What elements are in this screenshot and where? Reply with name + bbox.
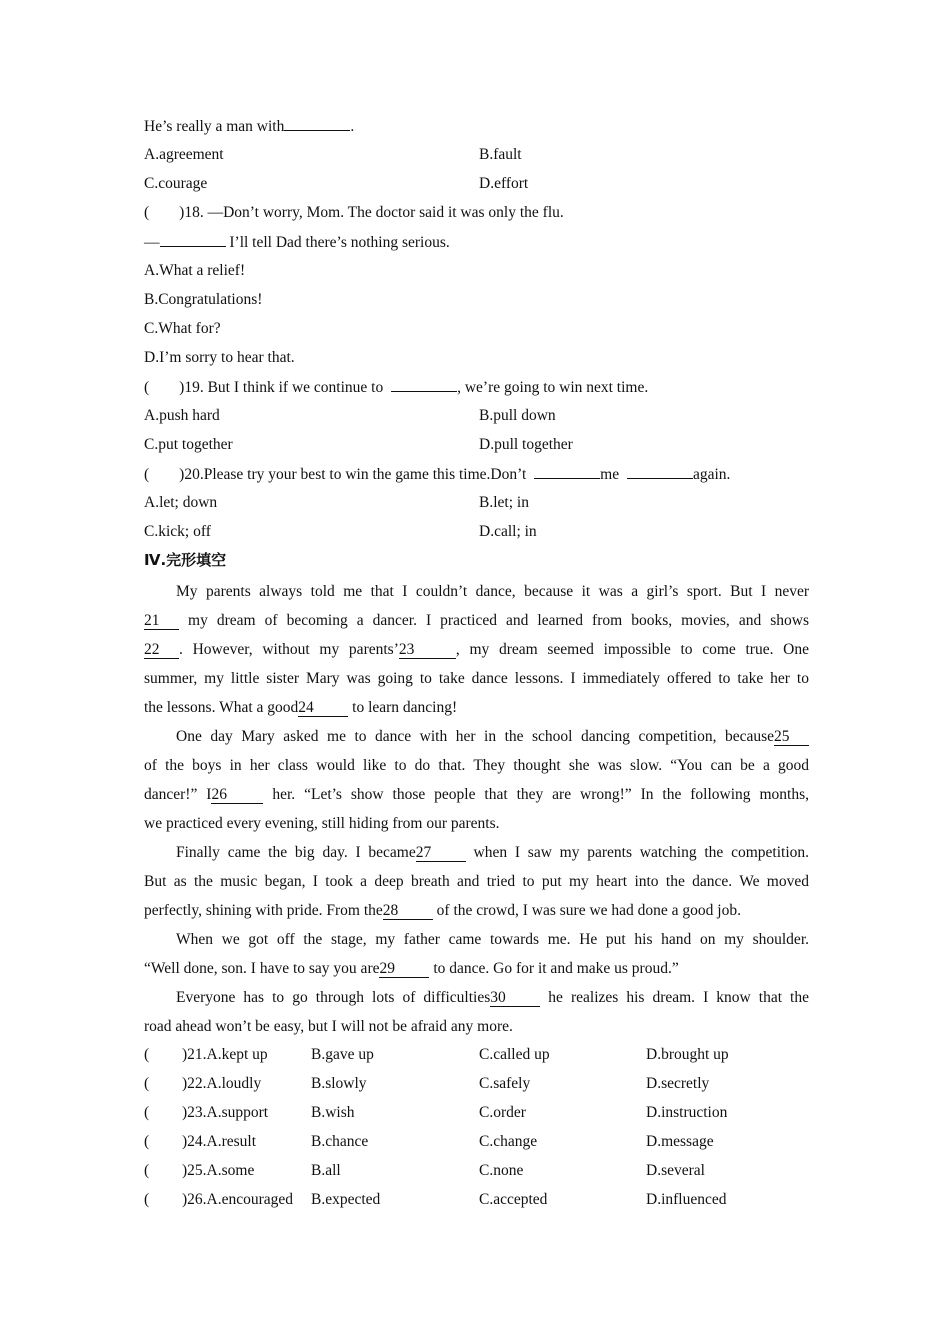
passage-line — [144, 780, 809, 809]
passage-text: the lessons. What a good — [144, 699, 299, 716]
q18-reply-text: I’ll tell Dad there’s nothing serious. — [225, 234, 450, 251]
passage-line — [144, 635, 809, 664]
q20-option-b: B.let; in — [479, 494, 529, 511]
answer-paren-open: ( — [144, 466, 150, 483]
q20-option-a: A.let; down — [144, 494, 218, 511]
q18-reply — [144, 232, 450, 253]
choice-a: )23.A.support — [182, 1104, 269, 1121]
cloze-blank-25: 25 — [774, 728, 809, 746]
choice-d: D.message — [646, 1133, 714, 1150]
answer-paren-open: ( — [144, 1133, 150, 1150]
passage-text: to dance. Go for it and make us proud.” — [429, 960, 679, 977]
q18-question: )18. —Don’t worry, Mom. The doctor said it was only the flu. — [179, 204, 564, 221]
cloze-blank-23: 23 — [399, 641, 456, 659]
choice-d: D.instruction — [646, 1104, 728, 1121]
answer-blank — [284, 116, 350, 131]
passage-line — [144, 896, 809, 925]
passage-text: But as the music began, I took a deep breath and tried to put my heart into the dance. We moved — [144, 873, 809, 890]
q18-stem — [144, 203, 564, 223]
cloze-blank-22: 22 — [144, 641, 179, 659]
q18-option-d: D.I’m sorry to hear that. — [144, 349, 295, 366]
passage-line — [144, 983, 809, 1012]
passage-text: My parents always told me that I couldn’t dance, because it was a girl’s sport. But I never — [176, 583, 809, 600]
section-heading-cloze: Ⅳ.完形填空 — [144, 551, 227, 569]
q20-stem-b: me — [600, 466, 623, 483]
choice-c: C.order — [479, 1104, 526, 1121]
choice-d: D.secretly — [646, 1075, 710, 1092]
passage-text: summer, my little sister Mary was going to take dance lessons. I immediately offered to take her to — [144, 670, 809, 687]
passage-line — [144, 693, 809, 722]
passage-text: to learn dancing! — [348, 699, 458, 716]
passage-text: “Well done, son. I have to say you are — [144, 960, 380, 977]
passage-text: when I saw my parents watching the competition. — [465, 844, 809, 861]
answer-blank — [160, 232, 226, 247]
choice-b: B.all — [311, 1162, 341, 1179]
q19-stem — [144, 377, 648, 398]
choice-b: B.chance — [311, 1133, 369, 1150]
q20-stem-c: again. — [692, 466, 731, 483]
passage-line — [144, 1012, 809, 1041]
passage-text: perfectly, shining with pride. From the — [144, 902, 383, 919]
passage-line — [144, 925, 809, 954]
passage-line — [144, 954, 809, 983]
choice-c: C.change — [479, 1133, 538, 1150]
answer-paren-open: ( — [144, 379, 150, 396]
answer-blank — [534, 464, 600, 479]
choice-b: B.wish — [311, 1104, 355, 1121]
q19-option-b: B.pull down — [479, 407, 556, 424]
choice-b: B.slowly — [311, 1075, 367, 1092]
passage-text: my dream of becoming a dancer. I practiced and learned from books, movies, and shows — [179, 612, 809, 629]
q17-stem-text: He’s really a man with — [144, 118, 285, 135]
passage-text: of the crowd, I was sure we had done a good job. — [432, 902, 741, 919]
q20-option-d: D.call; in — [479, 523, 537, 540]
q19-option-d: D.pull together — [479, 436, 573, 453]
choice-d: D.several — [646, 1162, 705, 1179]
cloze-blank-29: 29 — [379, 960, 429, 978]
passage-line — [144, 751, 809, 780]
q18-option-a: A.What a relief! — [144, 262, 246, 279]
cloze-blank-26: 26 — [211, 786, 263, 804]
q19-stem-b: , we’re going to win next time. — [457, 379, 649, 396]
passage-text: he realizes his dream. I know that the — [540, 989, 809, 1006]
q19-option-a: A.push hard — [144, 407, 220, 424]
choice-c: C.safely — [479, 1075, 531, 1092]
q17-option-a: A.agreement — [144, 146, 224, 163]
passage-line — [144, 867, 809, 896]
passage-text: we practiced every evening, still hiding from our parents. — [144, 815, 500, 832]
answer-paren-open: ( — [144, 204, 150, 221]
q20-stem — [144, 464, 730, 485]
choice-b: B.gave up — [311, 1046, 374, 1063]
q20-stem-a: )20.Please try your best to win the game this time.Don’t — [179, 466, 531, 483]
choice-c: C.accepted — [479, 1191, 548, 1208]
q17-stem — [144, 116, 354, 137]
cloze-blank-30: 30 — [490, 989, 540, 1007]
q17-option-c: C.courage — [144, 175, 208, 192]
choice-a: )22.A.loudly — [182, 1075, 262, 1092]
passage-text: road ahead won’t be easy, but I will not be afraid any more. — [144, 1018, 513, 1035]
answer-blank — [391, 377, 457, 392]
cloze-passage — [144, 577, 809, 1041]
q18-option-b: B.Congratulations! — [144, 291, 263, 308]
answer-paren-open: ( — [144, 1162, 150, 1179]
passage-line — [144, 664, 809, 693]
answer-paren-open: ( — [144, 1075, 150, 1092]
q19-option-c: C.put together — [144, 436, 233, 453]
cloze-blank-21: 21 — [144, 612, 179, 630]
passage-line — [144, 722, 809, 751]
answer-paren-open: ( — [144, 1046, 150, 1063]
passage-text: Finally came the big day. I became — [176, 844, 416, 861]
passage-text: . However, without my parents’ — [179, 641, 399, 658]
answer-paren-open: ( — [144, 1191, 150, 1208]
q17-stem-end: . — [350, 118, 355, 135]
choice-c: C.none — [479, 1162, 524, 1179]
choice-a: )21.A.kept up — [182, 1046, 268, 1063]
q17-option-d: D.effort — [479, 175, 529, 192]
q18-option-c: C.What for? — [144, 320, 221, 337]
choice-c: C.called up — [479, 1046, 550, 1063]
passage-text: of the boys in her class would like to do that. They thought she was slow. “You can be a good — [144, 757, 809, 774]
answer-blank — [627, 464, 693, 479]
q18-dash: — — [144, 234, 160, 251]
passage-text: Everyone has to go through lots of difficulties — [176, 989, 491, 1006]
passage-line — [144, 606, 809, 635]
choice-b: B.expected — [311, 1191, 381, 1208]
choice-a: )26.A.encouraged — [182, 1191, 294, 1208]
passage-line — [144, 838, 809, 867]
choice-a: )25.A.some — [182, 1162, 255, 1179]
passage-line — [144, 809, 809, 838]
q17-option-b: B.fault — [479, 146, 522, 163]
q20-option-c: C.kick; off — [144, 523, 211, 540]
choice-d: D.brought up — [646, 1046, 729, 1063]
choice-a: )24.A.result — [182, 1133, 257, 1150]
cloze-blank-27: 27 — [416, 844, 466, 862]
passage-line — [144, 577, 809, 606]
cloze-blank-28: 28 — [383, 902, 433, 920]
q19-stem-a: )19. But I think if we continue to — [179, 379, 388, 396]
passage-text: her. “Let’s show those people that they are wrong!” In the following months, — [263, 786, 809, 803]
choice-d: D.influenced — [646, 1191, 727, 1208]
answer-paren-open: ( — [144, 1104, 150, 1121]
passage-text: One day Mary asked me to dance with her in the school dancing competition, because — [176, 728, 774, 745]
cloze-blank-24: 24 — [298, 699, 348, 717]
passage-text: dancer!” I — [144, 786, 212, 803]
passage-text: When we got off the stage, my father came towards me. He put his hand on my shoulder. — [176, 931, 809, 948]
passage-text: , my dream seemed impossible to come true. One — [455, 641, 809, 658]
